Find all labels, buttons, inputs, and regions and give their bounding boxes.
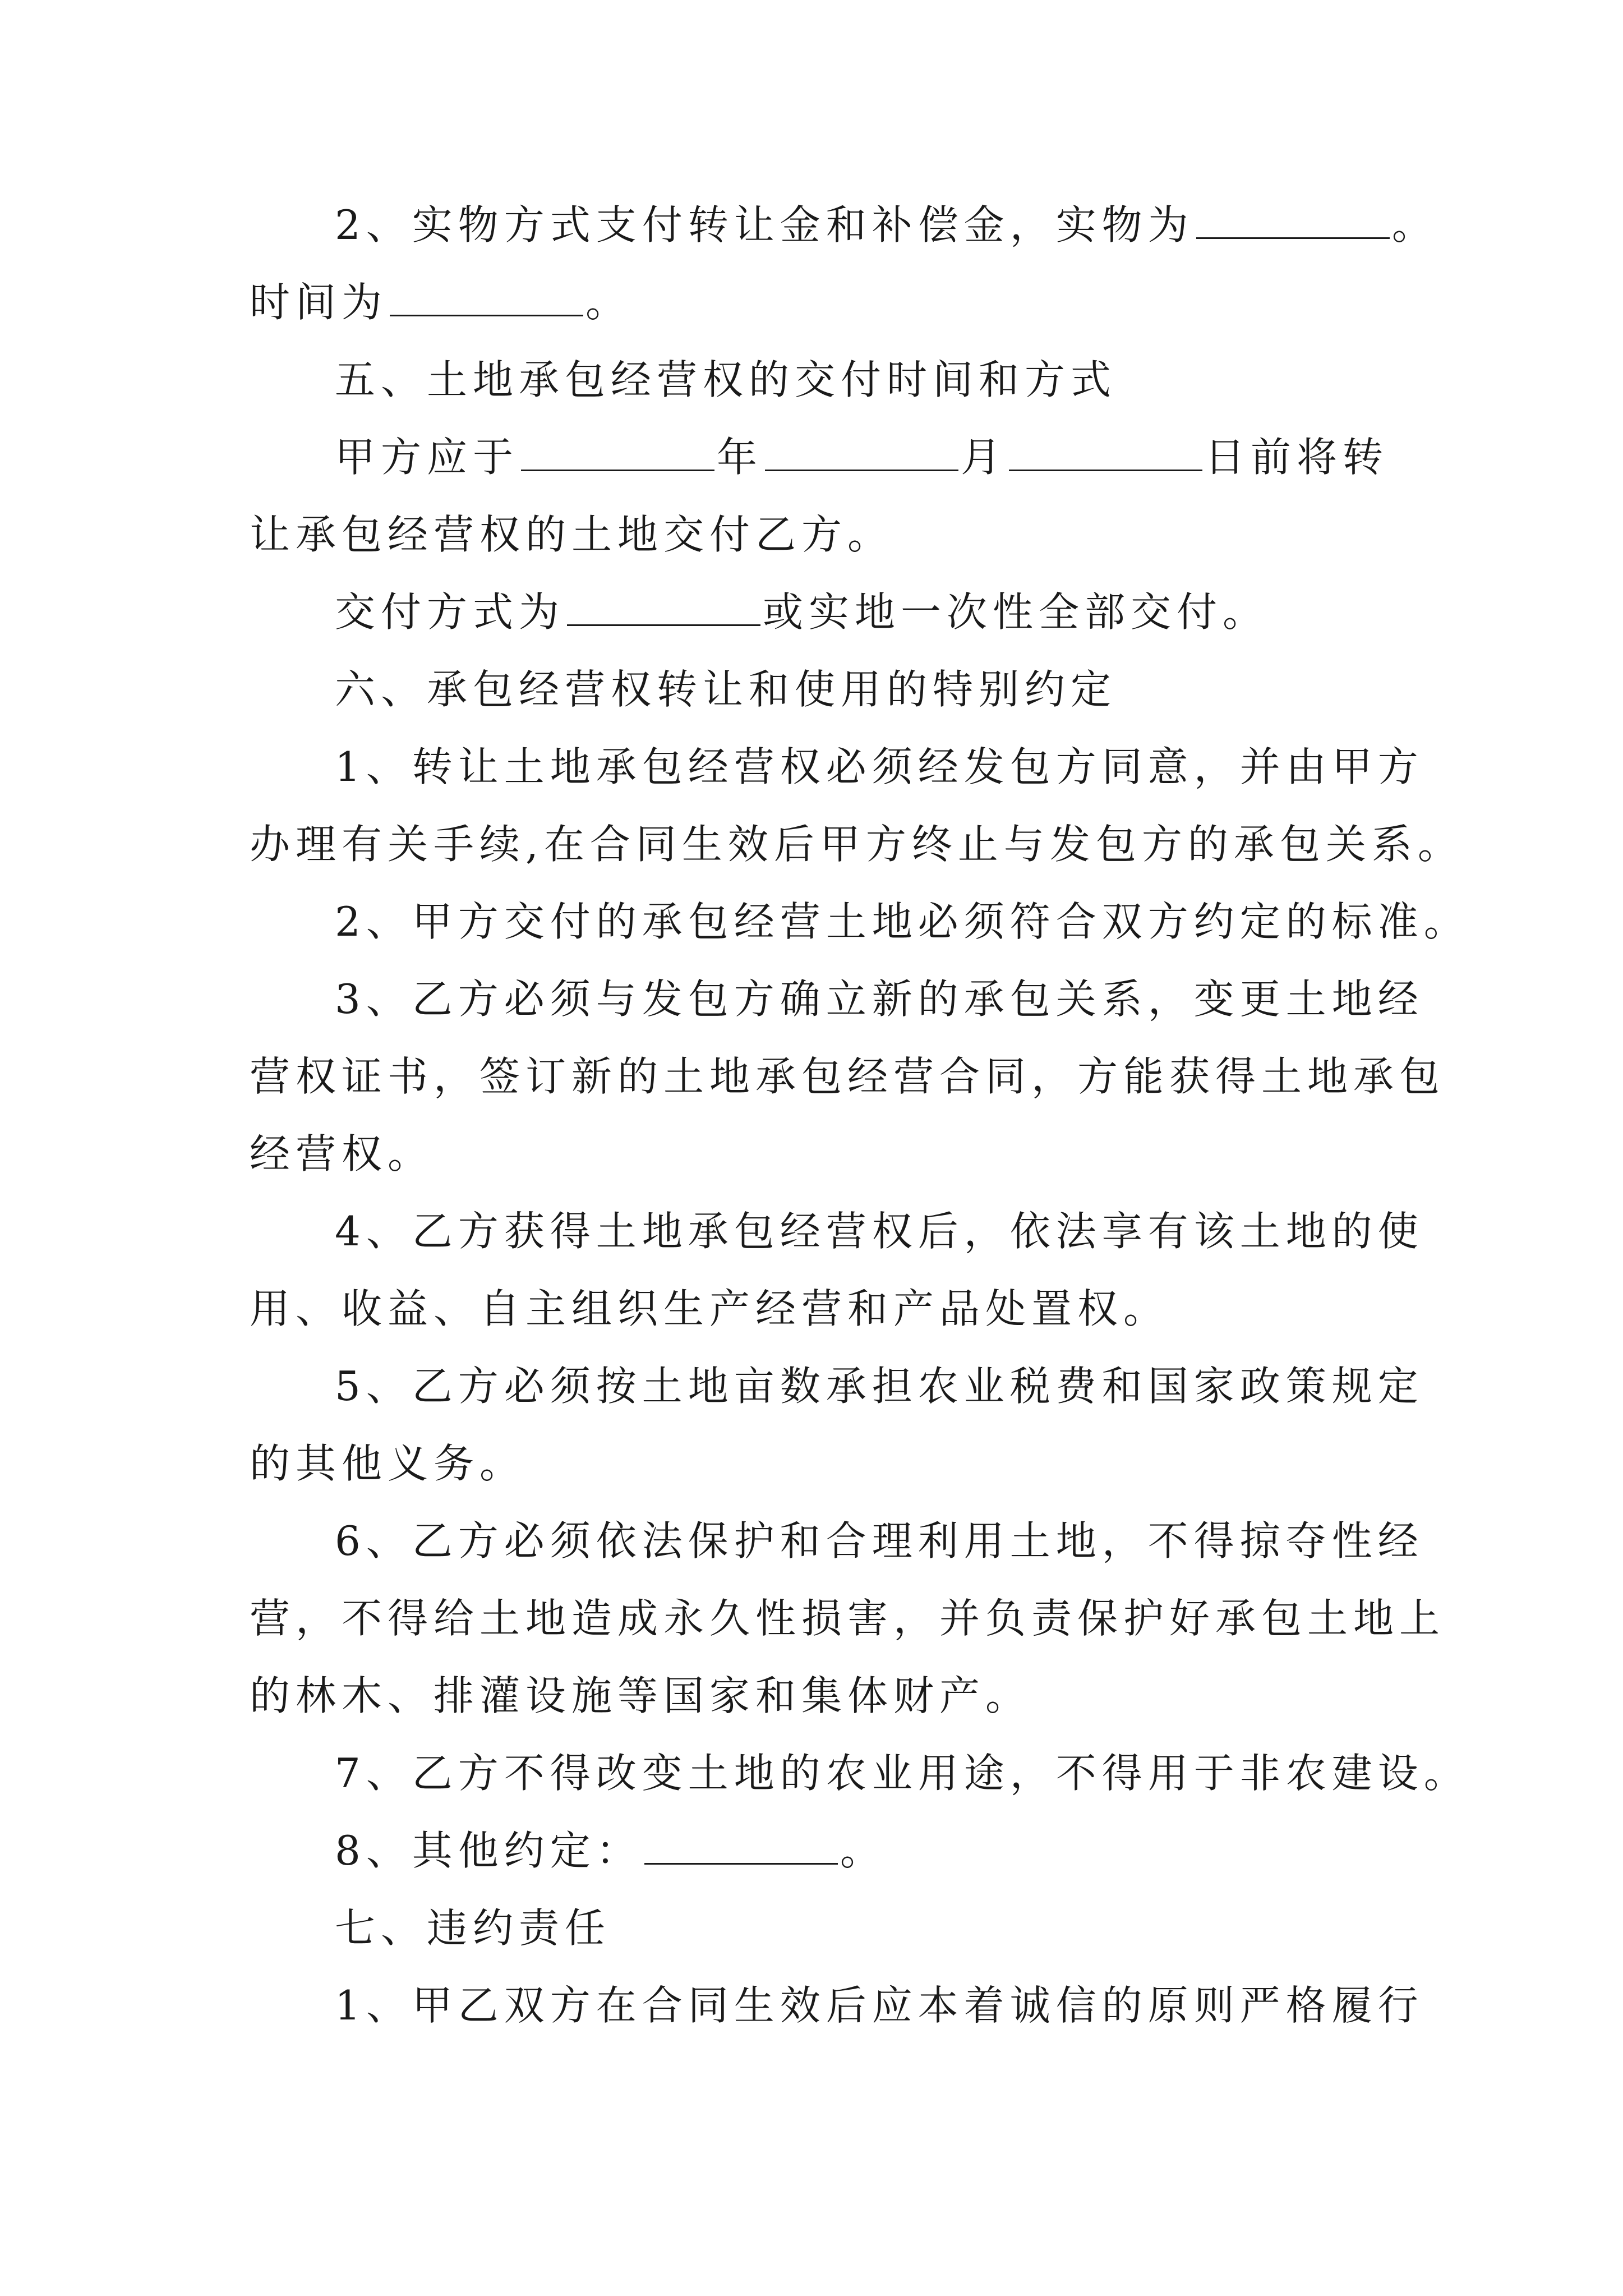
- text-segment: 六、承包经营权转让和使用的特别约定: [335, 666, 1117, 713]
- text-segment: 2、实物方式支付转让金和补偿金，实物为: [335, 201, 1194, 249]
- text-segment: 1、转让土地承包经营权必须经发包方同意，并由甲方: [335, 743, 1424, 790]
- text-segment: 或实地一次性全部交付。: [763, 588, 1269, 636]
- paragraph-line: [250, 806, 1464, 883]
- section-heading: [250, 651, 1405, 728]
- paragraph-line: [250, 1657, 1405, 1734]
- paragraph-line: [250, 1270, 1405, 1347]
- paragraph-line: [250, 1580, 1446, 1657]
- fill-in-blank: [1196, 204, 1390, 239]
- section-heading: [250, 341, 1405, 418]
- text-segment: 七、违约责任: [335, 1904, 611, 1952]
- paragraph-line: [250, 496, 1405, 573]
- text-segment: 的林木、排灌设施等国家和集体财产。: [250, 1672, 1032, 1719]
- text-segment: 6、乙方必须依法保护和合理利用土地，不得掠夺性经: [335, 1517, 1424, 1565]
- paragraph-line: [250, 728, 1424, 806]
- paragraph-line: [250, 1347, 1424, 1425]
- paragraph-line: [250, 1967, 1424, 2044]
- paragraph-line: [250, 883, 1470, 960]
- paragraph-line: [250, 264, 1405, 341]
- fill-in-blank: [1009, 436, 1202, 471]
- text-segment: 4、乙方获得土地承包经营权后，依法享有该土地的使: [335, 1208, 1424, 1255]
- section-heading: [250, 1889, 1405, 1967]
- text-segment: 经营权。: [250, 1130, 434, 1177]
- fill-in-blank: [521, 436, 714, 471]
- fill-in-blank: [390, 281, 583, 316]
- text-segment: 。: [585, 279, 632, 326]
- fill-in-blank: [567, 591, 760, 626]
- paragraph-line: [250, 960, 1424, 1038]
- text-segment: 办理有关手续,在合同生效后甲方终止与发包方的承包关系。: [250, 821, 1464, 868]
- text-segment: 。: [840, 1827, 886, 1874]
- text-segment: 。: [1391, 201, 1438, 249]
- text-segment: 时间为: [250, 279, 388, 326]
- paragraph-line: [250, 1038, 1446, 1115]
- text-segment: 五、土地承包经营权的交付时间和方式: [335, 356, 1117, 403]
- text-segment: 8、其他约定：: [335, 1827, 642, 1874]
- text-segment: 3、乙方必须与发包方确立新的承包关系，变更土地经: [335, 976, 1424, 1023]
- text-segment: 让承包经营权的土地交付乙方。: [250, 511, 894, 558]
- text-segment: 2、甲方交付的承包经营土地必须符合双方约定的标准。: [335, 898, 1470, 945]
- paragraph-line: [250, 1734, 1470, 1812]
- text-segment: 营，不得给土地造成永久性损害，并负责保护好承包土地上: [250, 1595, 1446, 1642]
- text-segment: 1、甲乙双方在合同生效后应本着诚信的原则严格履行: [335, 1982, 1424, 2029]
- paragraph-line: [250, 573, 1405, 651]
- paragraph-line: [250, 1193, 1424, 1270]
- text-segment: 的其他义务。: [250, 1440, 526, 1487]
- paragraph-line: [250, 1425, 1405, 1502]
- text-segment: 交付方式为: [335, 588, 565, 636]
- text-segment: 营权证书，签订新的土地承包经营合同，方能获得土地承包: [250, 1053, 1446, 1100]
- paragraph-line: [250, 186, 1438, 264]
- text-segment: 7、乙方不得改变土地的农业用途，不得用于非农建设。: [335, 1750, 1470, 1797]
- fill-in-blank: [644, 1829, 838, 1865]
- text-segment: 日前将转: [1205, 434, 1389, 481]
- text-segment: 月: [961, 434, 1007, 481]
- paragraph-line: [250, 418, 1405, 496]
- paragraph-line: [250, 1502, 1424, 1580]
- text-segment: 年: [717, 434, 763, 481]
- document-body: [250, 186, 1470, 2044]
- paragraph-line: [250, 1115, 1405, 1193]
- paragraph-line: [250, 1812, 1405, 1889]
- fill-in-blank: [765, 436, 958, 471]
- text-segment: 5、乙方必须按土地亩数承担农业税费和国家政策规定: [335, 1363, 1424, 1410]
- text-segment: 甲方应于: [335, 434, 519, 481]
- text-segment: 用、收益、自主组织生产经营和产品处置权。: [250, 1285, 1170, 1332]
